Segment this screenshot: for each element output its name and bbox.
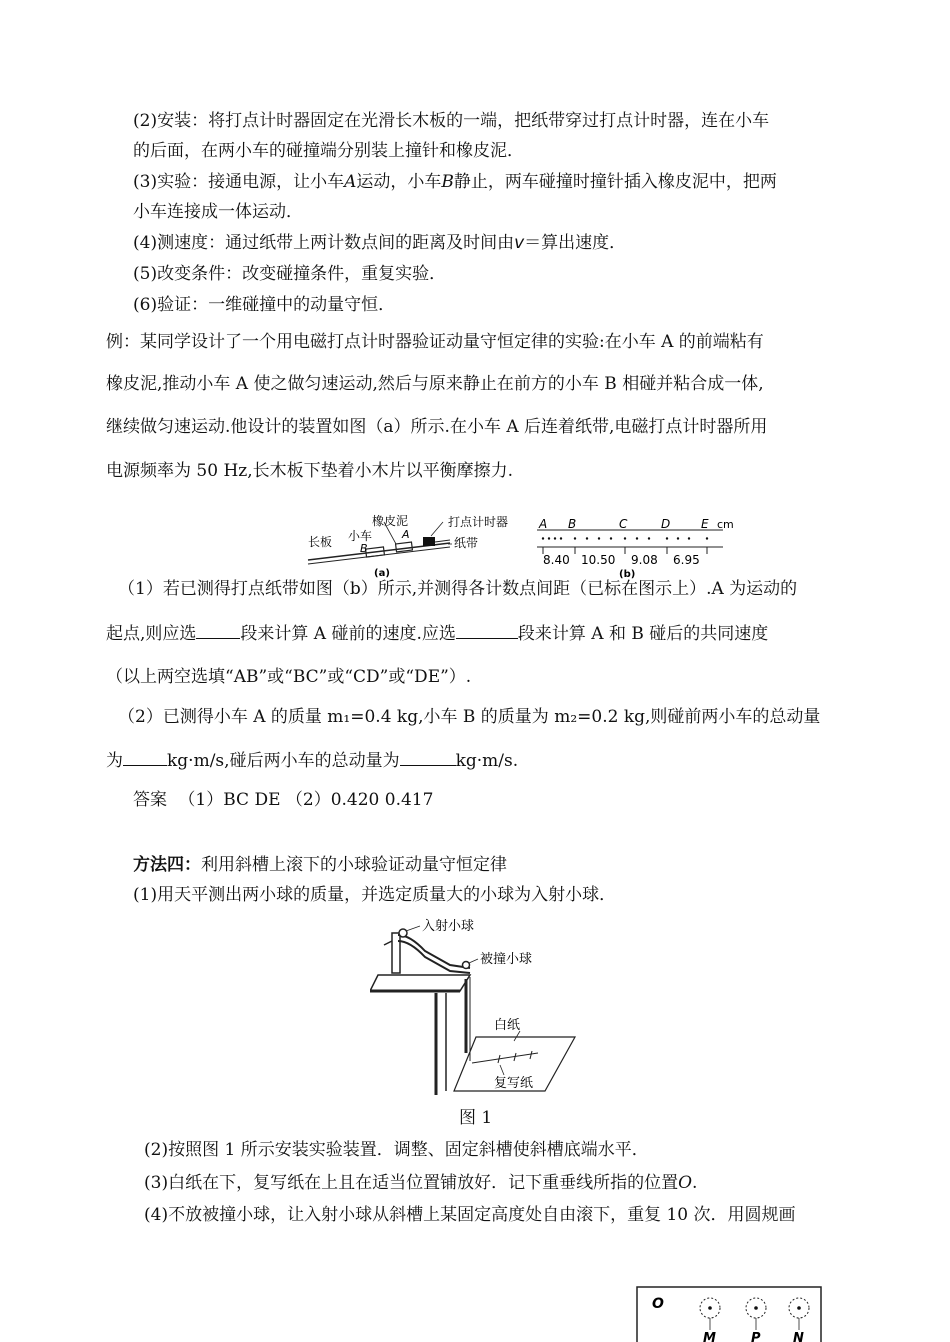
step-3-line-2: 小车连接成一体运动． — [133, 202, 303, 222]
landing-mark-3 — [530, 1051, 532, 1059]
point-p-dot — [754, 1306, 758, 1310]
answer-text: （1）BC DE （2）0.420 0.417 — [178, 790, 434, 810]
chute-stand — [392, 933, 400, 973]
point-d-label: D — [661, 517, 671, 531]
question-1-line-2 — [106, 622, 768, 645]
answer-blank-1[interactable] — [196, 622, 240, 639]
stand-clamp — [384, 941, 392, 945]
cart-b-label: B — [360, 542, 368, 555]
tape-dot — [560, 537, 562, 539]
tape-dot — [648, 537, 650, 539]
cart-label: 小车 — [348, 529, 373, 543]
distance-de: 6.95 — [673, 553, 700, 567]
point-e-label: E — [701, 517, 709, 531]
point-o-label: O — [652, 1296, 664, 1312]
step-6-line: (6)验证：一维碰撞中的动量守恒． — [133, 295, 396, 315]
tape-dots — [542, 537, 708, 539]
answer-line — [133, 789, 433, 811]
method-4-heading-rest: 利用斜槽上滚下的小球验证动量守恒定律 — [201, 855, 507, 875]
method-4-step-1: (1)用天平测出两小球的质量，并选定质量大的小球为入射小球． — [133, 885, 617, 905]
incident-leader — [406, 926, 420, 931]
question-1-line-3: （以上两空选填“AB”或“BC”或“CD”或“DE”）. — [106, 667, 472, 687]
step-5-line: (5)改变条件：改变碰撞条件，重复实验． — [133, 264, 447, 284]
timer-label: 打点计时器 — [448, 515, 509, 529]
method-4-heading: 方法四： — [133, 855, 201, 875]
point-m-label: M — [703, 1331, 716, 1342]
tape-label: 纸带 — [454, 536, 479, 550]
figure-b-caption: (b) — [619, 569, 636, 580]
question-1-line-1: （1）若已测得打点纸带如图（b）所示,并测得各计数点间距（已标在图示上）.A 为运动的 — [118, 579, 798, 599]
example-line-2: 橡皮泥,推动小车 A 使之做匀速运动,然后与原来静止在前方的小车 B 相碰并粘合成一体, — [106, 374, 764, 394]
point-m-dot — [708, 1306, 712, 1310]
incident-ball — [399, 929, 407, 937]
q2-text-2: kg·m/s,碰后两小车的总动量为 — [167, 751, 400, 771]
answer-blank-3[interactable] — [123, 749, 167, 766]
tape-dot — [636, 537, 638, 539]
q1-text-2: 段来计算 A 碰前的速度.应选 — [240, 624, 456, 644]
point-n-dot — [797, 1306, 801, 1310]
tape-dot — [610, 537, 612, 539]
step-4-text-end: ＝算出速度． — [524, 233, 627, 253]
point-n-label: N — [793, 1331, 804, 1342]
carbon-paper-label: 复写纸 — [494, 1076, 534, 1091]
tape-dot — [554, 537, 556, 539]
step-4-line — [133, 232, 626, 254]
cart-a-symbol: A — [344, 172, 357, 192]
step-3-line-1 — [133, 171, 777, 193]
figure-b-ticker-tape — [535, 514, 750, 580]
step-3-text-mid: 运动，小车 — [356, 172, 442, 192]
distance-cd: 9.08 — [631, 553, 658, 567]
method-4-title — [133, 854, 507, 876]
point-c-label: C — [619, 517, 628, 531]
landing-points-figure — [636, 1286, 822, 1342]
point-o-symbol: O — [678, 1173, 693, 1193]
step-3-text: (3)白纸在下，复写纸在上且在适当位置铺放好．记下重垂线所指的位置 — [144, 1173, 679, 1193]
tape-dot — [624, 537, 626, 539]
board-label: 长板 — [308, 535, 333, 549]
answer-blank-2[interactable] — [456, 622, 518, 639]
example-line-4: 电源频率为 50 Hz,长木板下垫着小木片以平衡摩擦力. — [106, 461, 514, 481]
tape-dot — [548, 537, 550, 539]
question-2-line-1: （2）已测得小车 A 的质量 m₁=0.4 kg,小车 B 的质量为 m₂=0.2 kg,则碰前两小车的总动量 — [118, 707, 821, 727]
answer-blank-4[interactable] — [400, 749, 456, 766]
figure-a-cart-setup — [300, 508, 510, 580]
q1-text-1: 起点,则应选 — [106, 624, 197, 644]
tape-dot — [542, 537, 544, 539]
tape-dot — [706, 537, 708, 539]
velocity-symbol: v — [514, 233, 525, 253]
tape-dot — [677, 537, 679, 539]
tape-dot — [666, 537, 668, 539]
target-ball — [463, 962, 470, 969]
target-leader — [469, 959, 478, 963]
point-a-label: A — [539, 517, 548, 531]
figure-1-caption: 图 1 — [459, 1108, 493, 1128]
step-2-line-1: (2)安装：将打点计时器固定在光滑长木板的一端，把纸带穿过打点计时器，连在小车 — [133, 111, 770, 131]
tape-dot — [586, 537, 588, 539]
method-4-step-3 — [144, 1172, 697, 1194]
distance-ab: 8.40 — [543, 553, 570, 567]
step-3-text-end: 静止，两车碰撞时撞针插入橡皮泥中，把两 — [453, 172, 777, 192]
step-3-text: (3)实验：接通电源，让小车 — [133, 172, 345, 192]
tape-shape — [435, 540, 450, 542]
distance-bc: 10.50 — [581, 553, 616, 567]
question-2-line-2 — [106, 749, 518, 772]
step-4-text: (4)测速度：通过纸带上两计数点间的距离及时间由 — [133, 233, 515, 253]
cart-a-shape — [396, 542, 413, 552]
method-4-step-2: (2)按照图 1 所示安装实验装置．调整、固定斜槽使斜槽底端水平． — [144, 1140, 649, 1160]
figure-a-caption: (a) — [374, 568, 390, 579]
cart-b-symbol: B — [441, 172, 454, 192]
q1-text-3: 段来计算 A 和 B 碰后的共同速度 — [517, 624, 769, 644]
landing-axis — [472, 1053, 538, 1063]
q2-text-1: 为 — [106, 751, 123, 771]
point-p-label: P — [751, 1331, 761, 1342]
q2-text-3: kg·m/s. — [455, 751, 519, 771]
tape-dot — [574, 537, 576, 539]
timer-shape — [423, 537, 435, 546]
rubber-label: 橡皮泥 — [372, 514, 409, 528]
point-b-label: B — [568, 517, 577, 531]
answer-label: 答案 — [133, 790, 167, 810]
incident-ball-label: 入射小球 — [422, 919, 475, 934]
example-line-1: 例：某同学设计了一个用电磁打点计时器验证动量守恒定律的实验:在小车 A 的前端粘有 — [106, 332, 764, 352]
tape-dot — [598, 537, 600, 539]
cart-a-label: A — [402, 528, 410, 541]
figure-1-chute-apparatus — [370, 913, 580, 1099]
carbon-paper-leader — [500, 1065, 504, 1075]
unit-label: cm — [717, 518, 734, 531]
table-top — [370, 975, 470, 991]
white-paper-label: 白纸 — [494, 1018, 521, 1033]
method-4-step-4: (4)不放被撞小球，让入射小球从斜槽上某固定高度处自由滚下，重复 10 次．用圆规画 — [144, 1205, 796, 1225]
timer-leader — [431, 522, 443, 536]
target-ball-label: 被撞小球 — [480, 952, 533, 967]
example-line-3: 继续做匀速运动.他设计的装置如图（a）所示.在小车 A 后连着纸带,电磁打点计时器所用 — [106, 417, 768, 437]
step-3-period: . — [692, 1173, 698, 1193]
step-2-line-2: 的后面，在两小车的碰撞端分别装上撞针和橡皮泥． — [133, 141, 524, 161]
tape-dot — [688, 537, 690, 539]
